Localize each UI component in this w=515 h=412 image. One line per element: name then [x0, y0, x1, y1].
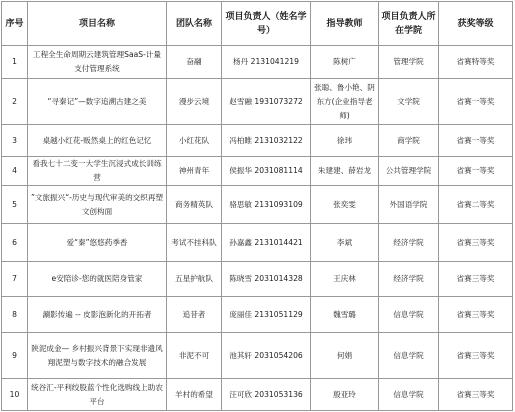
row-number: 9: [2, 333, 28, 379]
award-level: 省赛特等奖: [439, 46, 513, 79]
award-level: 省赛三等奖: [439, 379, 513, 411]
advisor-name: 徐玮: [311, 125, 379, 157]
award-level: 省赛二等奖: [439, 186, 513, 224]
college-name: 管理学院: [379, 46, 439, 79]
row-number: 1: [2, 46, 28, 79]
header-advisor: 指导教师: [311, 2, 379, 46]
college-name: 文学院: [379, 79, 439, 125]
award-level: 省赛三等奖: [439, 262, 513, 297]
advisor-name: 张奕雯: [311, 186, 379, 224]
header-college: 项目负责人所在学院: [379, 2, 439, 46]
table-row: [2, 186, 513, 224]
leader-info: 池其轩 2031054206: [222, 333, 311, 379]
header-no: 序号: [2, 2, 28, 46]
award-level: 省赛三等奖: [439, 333, 513, 379]
table-body: [2, 46, 513, 411]
leader-info: 冯柏睢 2131032122: [222, 125, 311, 157]
table-row: [2, 157, 513, 186]
project-name: 陕泥成金— 乡村振兴背景下实现非遗风翔泥塑与数字技术的融合发展: [28, 333, 167, 379]
leader-info: 孙嘉鑫 2131014421: [222, 224, 311, 262]
table-row: [2, 224, 513, 262]
team-name: 小红花队: [167, 125, 222, 157]
leader-info: 庞丽佳 2131051129: [222, 297, 311, 333]
table-row: [2, 46, 513, 79]
college-name: 经济学院: [379, 224, 439, 262]
team-name: 五星护航队: [167, 262, 222, 297]
project-name: ”文旅振兴“-历史与现代审美的交织再塑文创构面: [28, 186, 167, 224]
leader-info: 骆思敏 2131093109: [222, 186, 311, 224]
leader-info: 赵雪融 1931073272: [222, 79, 311, 125]
project-name: 看我七十二变一大学生沉浸式成长训练营: [28, 157, 167, 186]
row-number: 7: [2, 262, 28, 297]
team-name: 漫步云境: [167, 79, 222, 125]
header-award: 获奖等级: [439, 2, 513, 46]
project-name: 工程全生命周期云建筑管理SaaS-计量支付管理系统: [28, 46, 167, 79]
header-row: [2, 2, 513, 46]
college-name: 经济学院: [379, 262, 439, 297]
college-name: 信息学院: [379, 333, 439, 379]
team-name: 商务精英队: [167, 186, 222, 224]
team-name: 奋翮: [167, 46, 222, 79]
college-name: 外国语学院: [379, 186, 439, 224]
project-name: 爱“秦”悠悠药季香: [28, 224, 167, 262]
row-number: 3: [2, 125, 28, 157]
advisor-name: 张聪、鲁小艳、阴东方(企业指导老师): [311, 79, 379, 125]
advisor-name: 陈树广: [311, 46, 379, 79]
row-number: 5: [2, 186, 28, 224]
advisor-name: 殷亚玲: [311, 379, 379, 411]
row-number: 8: [2, 297, 28, 333]
award-level: 省赛一等奖: [439, 125, 513, 157]
table-row: [2, 262, 513, 297]
leader-info: 侯振华 2031081114: [222, 157, 311, 186]
advisor-name: 魏雪璐: [311, 297, 379, 333]
award-level: 省赛三等奖: [439, 297, 513, 333]
advisor-name: 何娟: [311, 333, 379, 379]
project-name: 桌越小红花-贩然桌上的红色记忆: [28, 125, 167, 157]
leader-info: 杨丹 2131041219: [222, 46, 311, 79]
table-row: [2, 79, 513, 125]
award-level: 省赛一等奖: [439, 157, 513, 186]
college-name: 信息学院: [379, 297, 439, 333]
award-level: 省赛一等奖: [439, 79, 513, 125]
table-header: [2, 2, 513, 46]
project-name: 涮影传遍 -- 皮影泡新化的开拓者: [28, 297, 167, 333]
table-row: [2, 125, 513, 157]
table-row: [2, 333, 513, 379]
row-number: 10: [2, 379, 28, 411]
team-name: 追昔者: [167, 297, 222, 333]
team-name: 非泥不可: [167, 333, 222, 379]
advisor-name: 朱建建、薛岩龙: [311, 157, 379, 186]
college-name: 公共管理学院: [379, 157, 439, 186]
team-name: 考试不挂科队: [167, 224, 222, 262]
row-number: 4: [2, 157, 28, 186]
project-name: e安陪诊-您的就医陪身管家: [28, 262, 167, 297]
advisor-name: 王庆林: [311, 262, 379, 297]
header-project: 项目名称: [28, 2, 167, 46]
table-row: [2, 297, 513, 333]
team-name: 神州青年: [167, 157, 222, 186]
college-name: 信息学院: [379, 379, 439, 411]
college-name: 商学院: [379, 125, 439, 157]
advisor-name: 李斌: [311, 224, 379, 262]
leader-info: 汪可欣 2031053136: [222, 379, 311, 411]
row-number: 2: [2, 79, 28, 125]
team-name: 羊村的希望: [167, 379, 222, 411]
header-team: 团队名称: [167, 2, 222, 46]
row-number: 6: [2, 224, 28, 262]
project-name: 统谷汇-平利绞股蓝个性化选购线上助农平台: [28, 379, 167, 411]
leader-info: 陈晓雪 2031014328: [222, 262, 311, 297]
award-results-table: [1, 1, 513, 411]
header-leader: 项目负责人（姓名学号）: [222, 2, 311, 46]
award-level: 省赛三等奖: [439, 224, 513, 262]
table-row: [2, 379, 513, 411]
project-name: “寻秦记”—数字追溯古建之美: [28, 79, 167, 125]
